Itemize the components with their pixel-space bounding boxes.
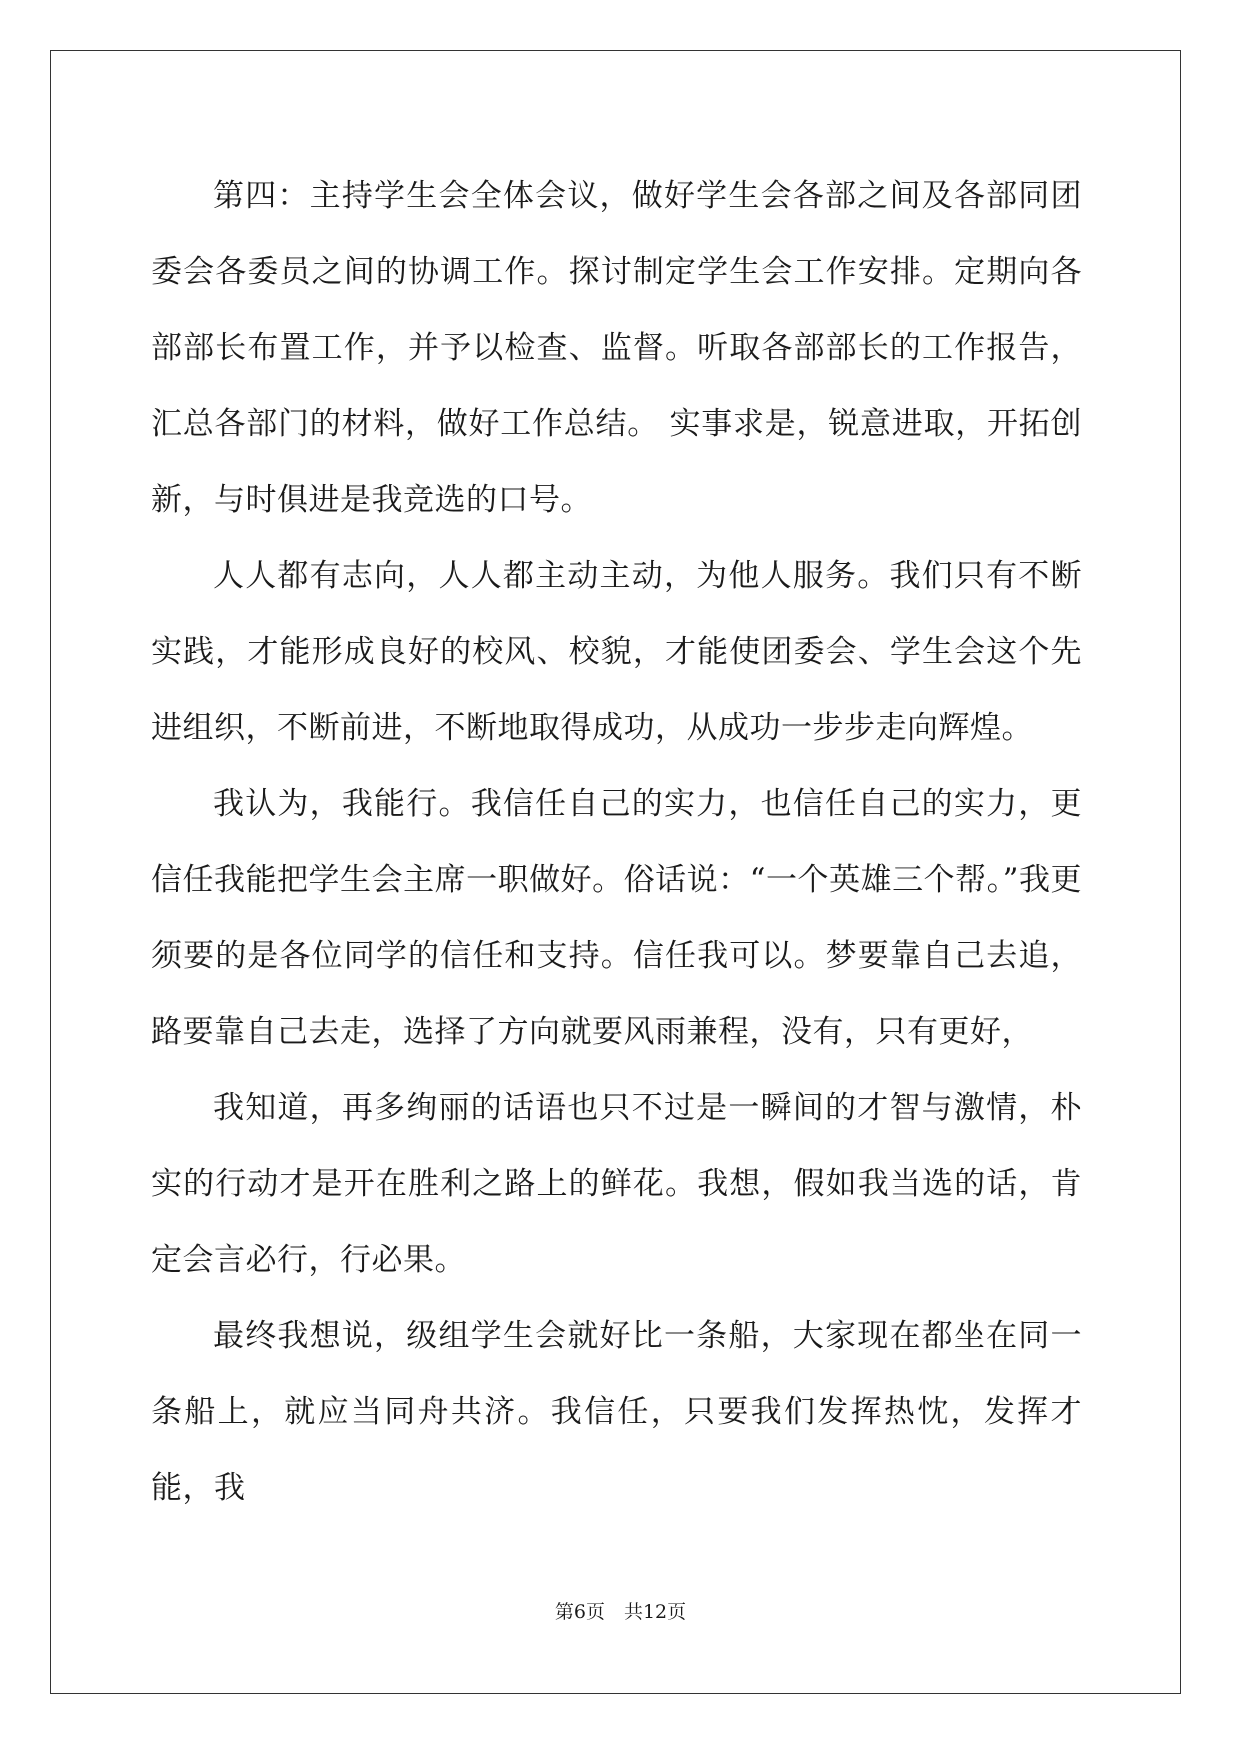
document-body [151,158,1082,1526]
page-footer: 第6页 共12页 [554,1601,687,1623]
paragraph-4: 我知道，再多绚丽的话语也只不过是一瞬间的才智与激情，朴实的行动才是开在胜利之路上的鲜花。我想，假如我当选的话，肯定会言必行，行必果。 [151,1090,1082,1278]
paragraph-1: 第四：主持学生会全体会议，做好学生会各部之间及各部同团委会各委员之间的协调工作。探讨制定学生会工作安排。定期向各部部长布置工作，并予以检查、监督。听取各部部长的工作报告，汇总各部门的材料，做好工作总结。 实事求是，锐意进取，开拓创新，与时俱进是我竞选的口号。 [151,178,1082,518]
paragraph-2: 人人都有志向，人人都主动主动，为他人服务。我们只有不断实践，才能形成良好的校风、校貌，才能使团委会、学生会这个先进组织，不断前进，不断地取得成功，从成功一步步走向辉煌。 [151,558,1082,746]
paragraph-5: 最终我想说，级组学生会就好比一条船，大家现在都坐在同一条船上，就应当同舟共济。我信任，只要我们发挥热忱，发挥才能，我 [151,1318,1082,1506]
paragraph-3: 我认为，我能行。我信任自己的实力，也信任自己的实力，更信任我能把学生会主席一职做好。俗话说：“一个英雄三个帮。”我更须要的是各位同学的信任和支持。信任我可以。梦要靠自己去追，路要靠自己去走，选择了方向就要风雨兼程，没有，只有更好， [151,786,1082,1050]
